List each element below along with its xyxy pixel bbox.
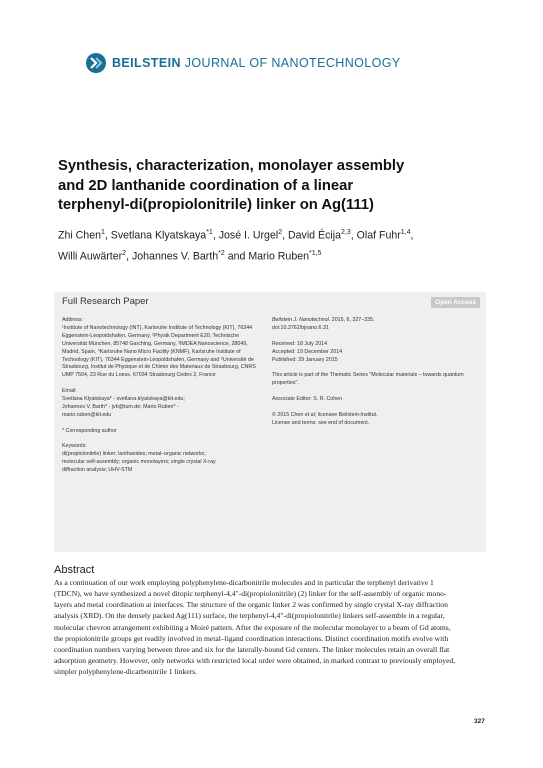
author-name: Willi Auwärter bbox=[58, 250, 123, 263]
title-line: Synthesis, characterization, monolayer assembly bbox=[58, 158, 405, 174]
author-affiliation: 2 bbox=[278, 229, 283, 236]
abstract-line: molecular chevron arrangement exhibiting a Moiré pattern. After the exposure of the molecular monolayer to a beam of Gd atoms, bbox=[54, 622, 451, 632]
author-affiliation: *2 bbox=[218, 249, 225, 257]
author-list bbox=[58, 224, 503, 265]
title-line: and 2D lanthanide coordination of a linear bbox=[58, 177, 354, 194]
abstract-line: As a continuation of our work employing polyphenylene-dicarbonitrile molecules and in particular the terphenyl derivative 1 bbox=[54, 578, 434, 587]
journal-logo bbox=[85, 50, 401, 76]
author-name: Mario Ruben bbox=[248, 250, 309, 263]
abstract-line: coordination numbers varying between three and six for the laterally-bound Gd centers. The linker molecules retain an overall flat bbox=[54, 644, 450, 654]
email-label: Email: bbox=[62, 388, 77, 395]
title-line: terphenyl-di(propiolonitrile) linker on Ag(111) bbox=[58, 197, 374, 213]
right-info-column bbox=[272, 317, 478, 436]
author-name: Olaf Fuhr bbox=[356, 229, 401, 242]
author-affiliation: 1,4 bbox=[400, 229, 411, 236]
paper-type: Full Research Paper bbox=[62, 296, 149, 307]
citation-details: 2015, 6, 327–335. bbox=[330, 317, 375, 323]
abstract-line: adsorption geometry. However, only networks with restricted local order were obtained, in marked contrast to previously employed, bbox=[54, 656, 456, 666]
author-affiliation: 2 bbox=[122, 249, 127, 257]
beilstein-logo-icon bbox=[85, 52, 107, 74]
author-name: Svetlana Klyatskaya bbox=[110, 229, 207, 242]
accepted-date: Accepted: 19 December 2014 bbox=[272, 348, 343, 355]
citation-block bbox=[272, 317, 478, 333]
email-block bbox=[62, 388, 262, 420]
left-info-column bbox=[62, 317, 262, 483]
license-line: License and terms: see end of document. bbox=[272, 419, 370, 426]
published-date: Published: 29 January 2015 bbox=[272, 356, 338, 363]
abstract-text bbox=[54, 577, 490, 677]
corresponding-note: * Corresponding author bbox=[62, 427, 117, 434]
address-label: Address: bbox=[62, 317, 83, 323]
associate-editor: Associate Editor: S. R. Cohen bbox=[272, 396, 343, 403]
keywords-block bbox=[62, 443, 262, 475]
author-name: Johannes V. Barth bbox=[131, 250, 219, 263]
copyright-line: © 2015 Chen et al; licensee Beilstein-Institut. bbox=[272, 411, 378, 418]
article-title bbox=[58, 157, 498, 216]
author-affiliation: *1 bbox=[206, 229, 213, 236]
author-affiliation: 2,3 bbox=[340, 229, 351, 236]
open-access-badge: Open Access bbox=[431, 297, 480, 308]
author-affiliation: *1,5 bbox=[309, 249, 322, 257]
article-info-box bbox=[54, 292, 486, 552]
address-text: ¹Institute of Nanotechnology (INT), Karlsruhe Institute of Technology (KIT), 76344 Eggenstein-Leopoldshafen, Germany, ²Physik Department E20, Technische Universität München, 85748 Garching, Germany, ³IMDEA Nanoscience, 28049, Madrid, Spain, ⁴Karlsruhe Nano Micro Facility (KNMF), Karlsruhe Institute of Technology (KIT), 76344 Eggenstein-Leopoldshafen, Germany and ⁵Université de Strasbourg, Institut de Physique et de Chimie des Materiaux de Strasbourg, CNRS UMP 7504, 23 Rue du Loess, 67034 Strasbourg Cedex 2, France bbox=[62, 324, 256, 379]
received-date: Received: 18 July 2014 bbox=[272, 340, 328, 347]
dates-block bbox=[272, 341, 478, 365]
abstract-line: layers and metal coordination at interfaces. The structure of the organic linker 2 was confirmed by single crystal X-ray diffraction bbox=[54, 600, 448, 610]
abstract-heading: Abstract bbox=[54, 564, 95, 576]
page-number: 327 bbox=[474, 718, 485, 725]
abstract-line: (TDCN), we have synthesized a novel ditopic terphenyl-4,4"-di(propiolonitrile) (2) linker for the self-assembly of organic mono- bbox=[54, 589, 447, 599]
license-block bbox=[272, 412, 478, 428]
email-line: Johannes V. Barth* - jvb@tum.de; Mario Ruben* - bbox=[62, 403, 179, 410]
author-line: Zhi Chen$^1$, Svetlana Klyatskaya$^{*1}$, José I. Urgel$^2$, David Écija$^{2,3}$, Olaf Fuhr$^{1,4}$, bbox=[58, 229, 414, 242]
keywords-label: Keywords: bbox=[62, 443, 87, 450]
abstract-line: the propiolonitrile groups get readily involved in metal–ligand coordination interactions. Distinct coordination motifs evolve with bbox=[54, 633, 449, 643]
keyword-line: molecular self-assembly; organic monolayers; single crystal X-ray bbox=[62, 459, 216, 466]
abstract-line: analysis (XRD). On the densely packed Ag(111) surface, the terphenyl-4,4"-di(propiolonitrile) linkers self-assemble in a regular, bbox=[54, 611, 445, 621]
journal-name: BEILSTEIN JOURNAL OF NANOTECHNOLOGY bbox=[112, 56, 401, 70]
author-name: José I. Urgel bbox=[218, 229, 279, 242]
address-block bbox=[62, 317, 262, 380]
citation-journal: Beilstein J. Nanotechnol. bbox=[272, 317, 331, 323]
email-line: Svetlana Klyatskaya* - svetlana.klyatskaya@kit.edu; bbox=[62, 396, 185, 403]
email-line: mario.ruben@kit.edu bbox=[62, 411, 112, 418]
abstract-line: simpler polyphenylene-dicarbonitrile 1 linkers. bbox=[54, 667, 197, 677]
keyword-line: di(propiolonitrile) linker; lanthanides; metal–organic networks; bbox=[62, 451, 206, 458]
author-affiliation: 1 bbox=[101, 229, 105, 236]
thematic-series: This article is part of the Thematic Series "Molecular materials – towards quantum properties". bbox=[272, 372, 464, 387]
author-line: Willi Auwärter$^2$, Johannes V. Barth$^{*2}$ and Mario Ruben$^{*1,5}$ bbox=[58, 249, 322, 263]
doi-link[interactable]: doi:10.3762/bjnano.6.31 bbox=[272, 324, 329, 331]
author-name: David Écija bbox=[287, 229, 341, 242]
author-name: Zhi Chen bbox=[58, 229, 101, 242]
keyword-line: diffraction analysis; UHV-STM bbox=[62, 467, 133, 474]
